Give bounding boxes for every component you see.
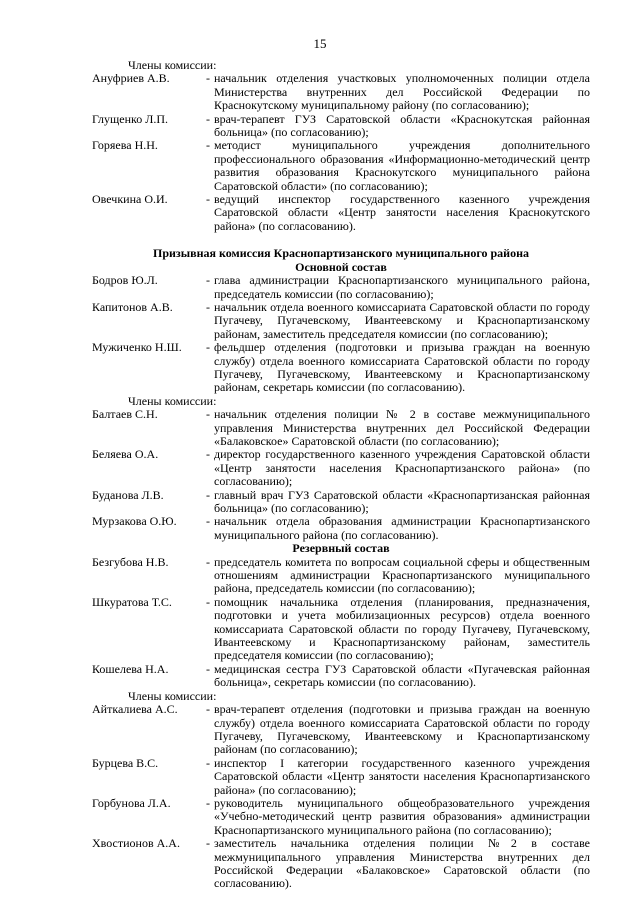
member-name: Ануфриев А.В. xyxy=(92,71,170,86)
member-entry xyxy=(92,556,590,596)
member-description: начальник отделения полиции № 2 в составе межмуниципального управления Министерства внутренних дел Российской Федерации «Балаковское» Саратовской области (по согласованию); xyxy=(214,407,590,448)
member-name: Горбунова Л.А. xyxy=(92,795,171,810)
member-entry xyxy=(92,448,590,488)
member-description: директор государственного казенного учреждения Саратовской области «Центр занятости населения Краснопартизанского района» (по согласованию); xyxy=(214,447,590,489)
members-label: Члены комиссии: xyxy=(128,688,217,703)
member-name: Капитонов А.В. xyxy=(92,299,173,314)
dash-separator: - xyxy=(206,554,210,569)
member-name: Бодров Ю.Л. xyxy=(92,273,158,288)
page-number: 15 xyxy=(313,36,327,51)
member-description: председатель комитета по вопросам социальной сферы и общественным отношениям администрации Краснопартизанского муниципального района, председатель комиссии (по согласованию); xyxy=(214,554,590,596)
member-description: ведущий инспектор государственного казенного учреждения Саратовской области «Центр занятости населения Краснокутского района» (по согласованию). xyxy=(214,192,590,233)
member-name: Горяева Н.Н. xyxy=(92,138,158,153)
member-name: Беляева О.А. xyxy=(92,447,159,462)
member-name: Мужиченко Н.Ш. xyxy=(92,340,182,355)
member-description: начальник отделения участковых уполномоченных полиции отдела Министерства внутренних дел Российской Федерации по Краснокутскому муниципальному району (по согласованию); xyxy=(214,71,590,113)
member-entry xyxy=(92,837,590,891)
member-description: заместитель начальника отделения полиции №2 в составе межмуниципального управления Министерства внутренних дел Российской Федерации «Балаковское» Саратовской области (по согласованию). xyxy=(214,836,590,891)
member-name: Мурзакова О.Ю. xyxy=(92,514,177,529)
member-description: глава администрации Краснопартизанского муниципального района, председатель комиссии (по согласованию); xyxy=(214,273,590,301)
member-name: Овечкина О.И. xyxy=(92,192,168,207)
dash-separator: - xyxy=(206,755,210,770)
member-entry xyxy=(92,408,590,448)
section-spacer xyxy=(92,233,590,247)
section-heading: Призывная комиссия Краснопартизанского муниципального района xyxy=(153,246,529,261)
dash-separator: - xyxy=(206,661,210,676)
dash-separator: - xyxy=(206,487,210,502)
member-entry xyxy=(92,139,590,193)
member-description: начальник отдела военного комиссариата Саратовской области по городу Пугачеву, Пугачевскому, Ивантеевскому и Краснопартизанскому районам, заместитель председателя комиссии (по согласованию); xyxy=(214,299,590,341)
member-name: Буданова Л.В. xyxy=(92,487,164,502)
dash-separator: - xyxy=(206,340,210,355)
section-heading: Основной состав xyxy=(295,259,387,274)
member-description: медицинская сестра ГУЗ Саратовской области «Пугачевская районная больница», секретарь комиссии (по согласованию). xyxy=(214,661,590,690)
member-entry xyxy=(92,301,590,341)
member-entry xyxy=(92,113,590,140)
member-description: руководитель муниципального общеобразовательного учреждения «Учебно-методический центр развития образования» администрации Краснопартизанского муниципального района (по согласованию); xyxy=(214,795,590,837)
dash-separator: - xyxy=(206,407,210,422)
member-description: методист муниципального учреждения дополнительного профессионального образования «Информационно-методический центр развития образования Краснокутского муниципального района Саратовской области» (по согласованию); xyxy=(214,138,590,193)
member-description: врач-терапевт отделения (подготовки и призыва граждан на военную службу) отдела военного комиссариата Саратовской области по городу Пугачеву, Пугачевскому, Ивантеевскому и Краснопартизанскому районам (по согласованию); xyxy=(214,702,590,757)
dash-separator: - xyxy=(206,594,210,609)
member-name: Шкуратова Т.С. xyxy=(92,594,172,609)
member-entry xyxy=(92,489,590,516)
member-description: инспектор I категории государственного казенного учреждения Саратовской области «Центр занятости населения Краснопартизанского района» (по согласованию); xyxy=(214,755,590,797)
member-description: фельдшер отделения (подготовки и призыва граждан на военную службу) отдела военного комиссариата Саратовской области по городу Пугачеву, Пугачевскому, Ивантеевскому и Краснопартизанскому районам, секретарь комиссии (по согласованию). xyxy=(214,340,590,395)
member-entry xyxy=(92,757,590,797)
member-entry xyxy=(92,274,590,301)
member-name: Балтаев С.Н. xyxy=(92,407,158,422)
member-entry xyxy=(92,797,590,837)
member-name: Кошелева Н.А. xyxy=(92,661,169,676)
member-name: Бурцева В.С. xyxy=(92,755,159,770)
member-description: врач-терапевт ГУЗ Саратовской области «Краснокутская районная больница» (по согласованию); xyxy=(214,111,590,140)
member-name: Айткалиева А.С. xyxy=(92,702,178,717)
dash-separator: - xyxy=(206,514,210,529)
member-name: Безгубова Н.В. xyxy=(92,554,169,569)
member-entry xyxy=(92,703,590,757)
dash-separator: - xyxy=(206,702,210,717)
dash-separator: - xyxy=(206,795,210,810)
member-entry xyxy=(92,596,590,663)
dash-separator: - xyxy=(206,111,210,126)
section-heading: Резервный состав xyxy=(292,541,390,556)
member-entry xyxy=(92,193,590,233)
member-entry xyxy=(92,341,590,395)
dash-separator: - xyxy=(206,273,210,288)
member-entry xyxy=(92,515,590,542)
dash-separator: - xyxy=(206,299,210,314)
members-label: Члены комиссии: xyxy=(128,58,217,72)
member-description: главный врач ГУЗ Саратовской области «Краснопартизанская районная больница» (по согласованию); xyxy=(214,487,590,515)
dash-separator: - xyxy=(206,71,210,86)
member-name: Хвостионов А.А. xyxy=(92,836,180,851)
member-entry xyxy=(92,663,590,690)
member-entry xyxy=(92,72,590,112)
member-description: помощник начальника отделения (планирования, предназначения, подготовки и учета мобилизационных ресурсов) отдела военного комиссариата Саратовской области по городу Пугачеву, Пугачевскому, Ивантеевскому и Краснопартизанскому районам, заместитель председателя комиссии (по согласованию); xyxy=(214,594,590,663)
dash-separator: - xyxy=(206,138,210,153)
dash-separator: - xyxy=(206,192,210,207)
member-description: начальник отдела образования администрации Краснопартизанского муниципального района (по согласованию). xyxy=(214,514,590,542)
member-name: Глущенко Л.П. xyxy=(92,111,169,126)
document-body xyxy=(92,59,590,891)
dash-separator: - xyxy=(206,447,210,462)
members-label: Члены комиссии: xyxy=(128,393,217,408)
dash-separator: - xyxy=(206,836,210,851)
